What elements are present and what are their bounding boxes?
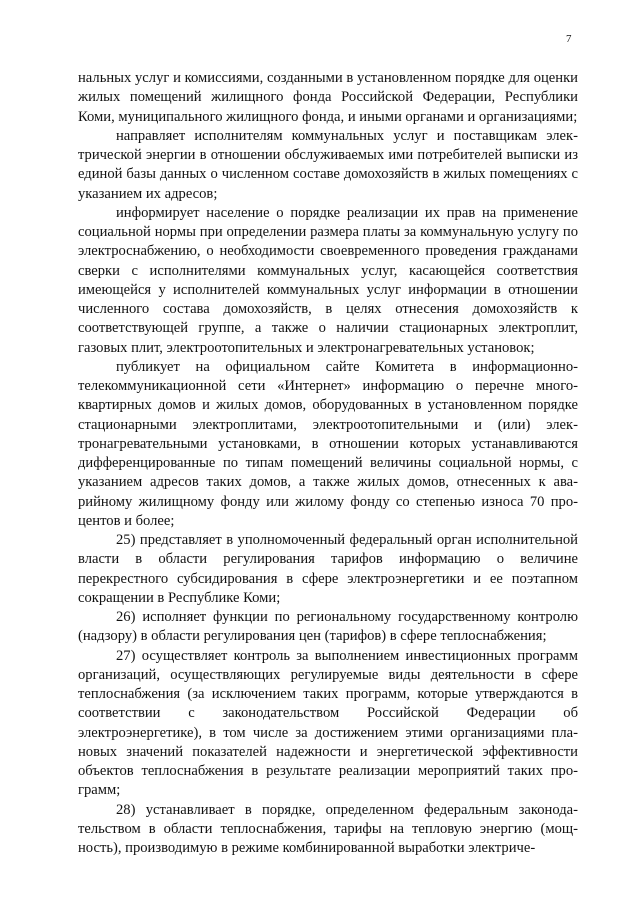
page-number: 7 bbox=[566, 33, 572, 45]
paragraph-item-28: 28) устанавливает в порядке, определенном федеральным законодательством в области теплоснабжения, тарифы на тепловую энергию (мощность), производимую в режиме комбинированной выработки электриче- bbox=[78, 801, 578, 856]
document-body bbox=[78, 69, 578, 858]
paragraph-item-26: 26) исполняет функции по региональному государственному контролю (надзору) в области регулирования цен (тарифов) в сфере теплоснабжения; bbox=[78, 609, 578, 645]
paragraph-continued: нальных услуг и комиссиями, созданными в установленном порядке для оценки жилых помещений жилищного фонда Российской Федерации, Республики Коми, муниципального жилищного фонда, и иными органами и организациями; bbox=[78, 70, 578, 125]
paragraph: информирует население о порядке реализации их прав на применение социальной нормы при определении размера платы за коммунальную услугу по электроснабжению, о необходимости своевременного проведения гражданами сверки с исполнителями коммунальных услуг, касающейся соответствия имеющейся у исполнителей коммунальных услуг информации в отношении численного состава домохозяйств, в целях отнесения домохозяйств к соответствующей группе, а также о наличии стационарных электроплит, газовых плит, электроотопительных и электронагревательных установок; bbox=[78, 204, 578, 356]
paragraph: направляет исполнителям коммунальных услуг и поставщикам электрической энергии в отношении обслуживаемых ими потребителей выписки из единой базы данных о численном составе домохозяйств в жилых помещениях с указанием их адресов; bbox=[78, 127, 578, 202]
paragraph: публикует на официальном сайте Комитета в информационно-телекоммуникационной сети «Интернет» информацию о перечне многоквартирных домов и жилых домов, оборудованных в установленном порядке стационарными электроплитами, электроотопительными и (или) электронагревательными установками, в отношении которых устанавливаются дифференцированные по типам помещений величины социальной нормы, с указанием адресов таких домов, а также жилых домов, отнесенных к аварийному жилищному фонду или жилому фонду со степенью износа 70 процентов и более; bbox=[78, 358, 578, 529]
paragraph-item-25: 25) представляет в уполномоченный федеральный орган исполнительной власти в области регулирования тарифов информацию о величине перекрестного субсидирования в сфере электроэнергетики и ее поэтапном сокращении в Республике Коми; bbox=[78, 532, 578, 606]
paragraph-item-27: 27) осуществляет контроль за выполнением инвестиционных программ организаций, осуществляющих регулируемые виды деятельности в сфере теплоснабжения (за исключением таких программ, которые утверждаются в соответствии с законодательством Российской Федерации об электроэнергетике), в том числе за достижением этими организациями плановых значений показателей надежности и энергетической эффективности объектов теплоснабжения в результате реализации мероприятий таких программ; bbox=[78, 647, 578, 799]
